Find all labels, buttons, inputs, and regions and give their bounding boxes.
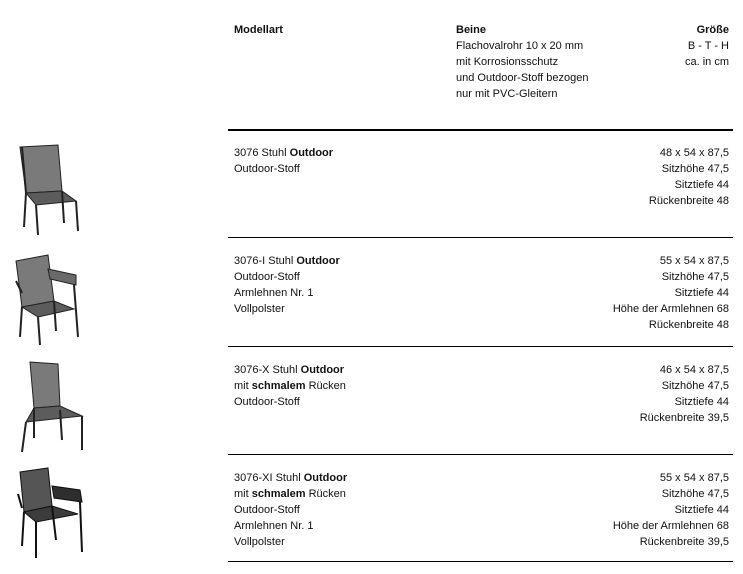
product-variant: mit schmalem Rücken	[234, 488, 346, 500]
product-detail: Vollpolster	[234, 536, 285, 548]
product-dimensions	[640, 362, 729, 426]
product-detail: Vollpolster	[234, 303, 285, 315]
product-detail: Outdoor-Stoff	[234, 396, 300, 408]
dimension-line: Sitzhöhe 47,5	[661, 271, 729, 283]
narrow-armchair-image	[8, 466, 92, 566]
legs-line: mit Korrosionsschutz	[456, 56, 559, 68]
dimension-line: Rückenbreite 48	[648, 319, 729, 331]
product-dimensions	[613, 470, 729, 550]
product-name: 3076-X Stuhl Outdoor	[234, 364, 345, 376]
row-divider	[228, 561, 733, 562]
dimension-line: Sitzhöhe 47,5	[661, 380, 729, 392]
product-dimensions	[613, 253, 729, 333]
product-detail: Armlehnen Nr. 1	[234, 287, 314, 299]
product-description	[234, 470, 347, 550]
product-name: 3076 Stuhl Outdoor	[234, 147, 334, 159]
dimension-line: Höhe der Armlehnen 68	[612, 303, 729, 315]
narrow-chair-image	[8, 360, 92, 460]
product-name: 3076-XI Stuhl Outdoor	[234, 472, 348, 484]
dimension-line: 46 x 54 x 87,5	[659, 364, 729, 376]
legs-line: nur mit PVC-Gleitern	[456, 88, 558, 100]
dimension-line: Sitztiefe 44	[674, 396, 729, 408]
size-column-title: Größe	[696, 24, 729, 36]
dimension-line: Rückenbreite 39,5	[639, 412, 729, 424]
dimension-line: Rückenbreite 48	[648, 195, 729, 207]
product-detail: Armlehnen Nr. 1	[234, 520, 314, 532]
dimension-line: Sitztiefe 44	[674, 179, 729, 191]
product-detail: Outdoor-Stoff	[234, 271, 300, 283]
dimension-line: Sitztiefe 44	[674, 504, 729, 516]
row-divider	[228, 454, 733, 455]
dimension-line: Höhe der Armlehnen 68	[612, 520, 729, 532]
size-column	[685, 22, 729, 70]
armchair-image	[8, 251, 92, 351]
table-header	[0, 22, 743, 112]
product-detail: Outdoor-Stoff	[234, 163, 300, 175]
legs-line: Flachovalrohr 10 x 20 mm	[456, 40, 584, 52]
size-line: B - T - H	[687, 40, 729, 52]
product-name: 3076-I Stuhl Outdoor	[234, 255, 340, 267]
product-detail: Outdoor-Stoff	[234, 504, 300, 516]
dimension-line: Rückenbreite 39,5	[639, 536, 729, 548]
size-line: ca. in cm	[684, 56, 729, 68]
side-chair-image	[8, 143, 92, 243]
dimension-line: 55 x 54 x 87,5	[659, 255, 729, 267]
legs-line: und Outdoor-Stoff bezogen	[456, 72, 589, 84]
row-divider	[228, 346, 733, 347]
dimension-line: Sitzhöhe 47,5	[661, 163, 729, 175]
dimension-line: 48 x 54 x 87,5	[659, 147, 729, 159]
legs-column-title: Beine	[456, 24, 486, 36]
dimension-line: Sitztiefe 44	[674, 287, 729, 299]
model-column-title: Modellart	[234, 24, 283, 36]
product-description	[234, 145, 333, 177]
header-divider	[228, 129, 733, 131]
product-dimensions	[649, 145, 729, 209]
row-divider	[228, 237, 733, 238]
dimension-line: 55 x 54 x 87,5	[659, 472, 729, 484]
dimension-line: Sitzhöhe 47,5	[661, 488, 729, 500]
product-variant: mit schmalem Rücken	[234, 380, 346, 392]
product-description	[234, 362, 346, 410]
legs-column	[456, 22, 589, 102]
product-description	[234, 253, 340, 317]
